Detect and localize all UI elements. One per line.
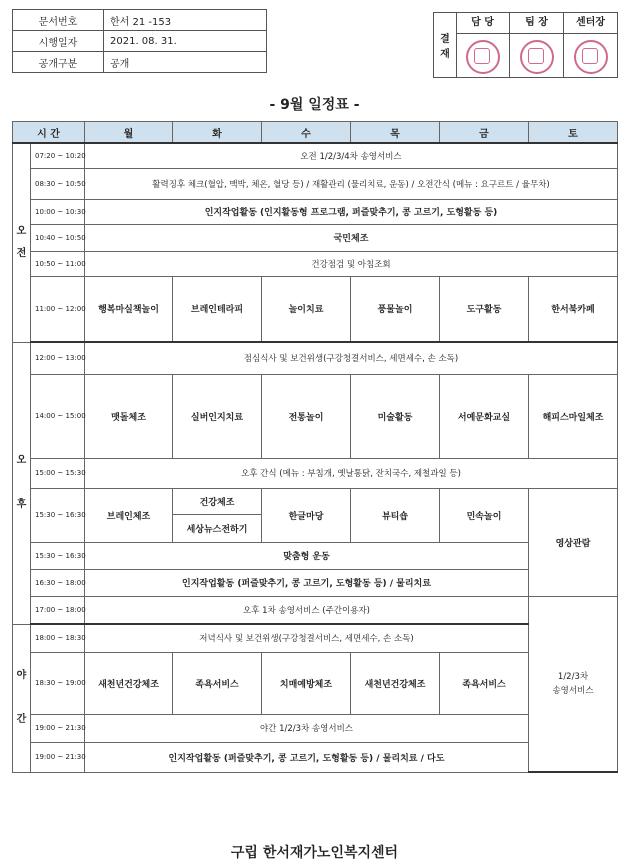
- document-meta-table: [12, 9, 267, 73]
- section-char: 야: [16, 670, 27, 681]
- activity-cell: 행복마실책놀이: [85, 276, 173, 342]
- activity-cell: 새천년건강체조: [351, 652, 440, 714]
- activity-cell: 활력징후 체크(혈압, 맥박, 체온, 혈당 등) / 재활관리 (물리치료, 운동) / 오전간식 (메뉴 : 요구르트 / 율무차): [85, 168, 618, 199]
- schedule-table: [12, 121, 618, 773]
- activity-cell: 건강점검 및 아침조회: [85, 251, 618, 276]
- header-day: 월: [85, 122, 173, 144]
- section-char: 간: [16, 714, 27, 725]
- table-row: [13, 652, 618, 714]
- activity-cell: 야간 1/2/3차 송영서비스: [85, 714, 529, 742]
- activity-cell: 치매예방체조: [262, 652, 351, 714]
- time-cell: 15:30 ~ 16:30: [31, 542, 85, 569]
- activity-cell: 한글마당: [262, 488, 351, 542]
- table-row: [13, 569, 618, 596]
- approval-box: [433, 12, 618, 78]
- header-row: [13, 122, 618, 144]
- activity-cell: 서예문화교실: [440, 374, 529, 458]
- activity-cell: 오후 1차 송영서비스 (주간이용자): [85, 596, 529, 624]
- approval-role: 담 당: [456, 13, 509, 34]
- section-char: 오: [16, 225, 27, 237]
- activity-cell: 놀이치료: [262, 276, 351, 342]
- meta-value: 한서 21 -153: [104, 10, 267, 31]
- footer-org-name: 구립 한서재가노인복지센터: [230, 845, 399, 861]
- page-title: - 9월 일정표 -: [269, 97, 360, 113]
- activity-cell: 민속놀이: [440, 488, 529, 542]
- approval-side-char: 결: [440, 34, 450, 45]
- time-cell: 08:30 ~ 10:50: [31, 168, 85, 199]
- table-row: [13, 542, 618, 569]
- table-row: [13, 714, 618, 742]
- table-row: [13, 276, 618, 342]
- time-cell: 10:50 ~ 11:00: [31, 251, 85, 276]
- time-cell: 12:00 ~ 13:00: [31, 342, 85, 374]
- seal-stamp-icon: [574, 40, 608, 74]
- activity-cell: 맞춤형 운동: [85, 542, 529, 569]
- table-row: [13, 199, 618, 224]
- activity-cell: 브레인체조: [85, 488, 173, 542]
- activity-cell: 인지작업활동 (퍼즐맞추기, 콩 고르기, 도형활동 등) / 물리치료 / 다도: [85, 742, 529, 772]
- activity-cell: 세상뉴스전하기: [173, 514, 262, 542]
- activity-cell: 족욕서비스: [173, 652, 262, 714]
- activity-cell: 도구활동: [440, 276, 529, 342]
- table-row: [13, 374, 618, 458]
- activity-cell: 건강체조: [173, 488, 262, 514]
- meta-row: [13, 52, 267, 73]
- meta-value: 공개: [104, 52, 267, 73]
- activity-cell: 인지작업활동 (퍼즐맞추기, 콩 고르기, 도형활동 등) / 물리치료: [85, 569, 529, 596]
- table-row: [13, 342, 618, 374]
- activity-cell: 저녁식사 및 보건위생(구강청결서비스, 세면세수, 손 소독): [85, 624, 529, 652]
- meta-row: [13, 31, 267, 52]
- activity-cell: 풍물놀이: [351, 276, 440, 342]
- approval-role: 센터장: [564, 13, 617, 34]
- table-row: [13, 168, 618, 199]
- table-row: [13, 596, 618, 624]
- table-row: [13, 488, 618, 514]
- header-day: 목: [351, 122, 440, 144]
- time-cell: 16:30 ~ 18:00: [31, 569, 85, 596]
- approval-col-staff: [456, 13, 510, 77]
- table-row: [13, 143, 618, 168]
- activity-cell: 새천년건강체조: [85, 652, 173, 714]
- activity-cell: 점심식사 및 보건위생(구강청결서비스, 세면세수, 손 소독): [85, 342, 618, 374]
- time-cell: 11:00 ~ 12:00: [31, 276, 85, 342]
- activity-cell: 해피스마일체조: [529, 374, 618, 458]
- header-time: 시 간: [13, 122, 85, 144]
- approval-side-char: 재: [440, 49, 450, 60]
- section-char: 오: [16, 455, 27, 466]
- header-day: 화: [173, 122, 262, 144]
- section-label-night: [13, 624, 31, 772]
- activity-cell: 족욕서비스: [440, 652, 529, 714]
- seal-stamp-icon: [466, 40, 500, 74]
- activity-cell: 브레인테라피: [173, 276, 262, 342]
- time-cell: 14:00 ~ 15:00: [31, 374, 85, 458]
- time-cell: 15:30 ~ 16:30: [31, 488, 85, 542]
- activity-cell: 미술활동: [351, 374, 440, 458]
- time-cell: 15:00 ~ 15:30: [31, 458, 85, 488]
- activity-cell: 실버인지치료: [173, 374, 262, 458]
- activity-cell: 국민체조: [85, 224, 618, 251]
- header-day: 금: [440, 122, 529, 144]
- activity-cell: 오전 1/2/3/4차 송영서비스: [85, 143, 618, 168]
- approval-role: 팀 장: [510, 13, 563, 34]
- section-label-pm: [13, 342, 31, 624]
- time-cell: 10:40 ~ 10:50: [31, 224, 85, 251]
- approval-side-label: [434, 13, 457, 77]
- activity-cell: 인지작업활동 (인지활동형 프로그램, 퍼즐맞추기, 콩 고르기, 도형활동 등): [85, 199, 618, 224]
- section-label-am: [13, 143, 31, 342]
- approval-col-director: [564, 13, 617, 77]
- table-row: [13, 224, 618, 251]
- time-cell: 18:30 ~ 19:00: [31, 652, 85, 714]
- time-cell: 18:00 ~ 18:30: [31, 624, 85, 652]
- activity-cell: 영상관람: [529, 488, 618, 596]
- meta-label: 문서번호: [13, 10, 104, 31]
- time-cell: 10:00 ~ 10:30: [31, 199, 85, 224]
- seal-stamp-icon: [520, 40, 554, 74]
- table-row: [13, 458, 618, 488]
- header-day: 토: [529, 122, 618, 144]
- time-cell: 19:00 ~ 21:30: [31, 742, 85, 772]
- approval-col-leader: [510, 13, 564, 77]
- table-row: [13, 251, 618, 276]
- activity-cell: 전통놀이: [262, 374, 351, 458]
- meta-label: 시행일자: [13, 31, 104, 52]
- activity-cell: 맷돌체조: [85, 374, 173, 458]
- activity-cell: 오후 간식 (메뉴 : 부침개, 옛날통닭, 잔치국수, 제철과일 등): [85, 458, 618, 488]
- meta-value: 2021. 08. 31.: [104, 31, 267, 52]
- meta-row: [13, 10, 267, 31]
- meta-label: 공개구분: [13, 52, 104, 73]
- time-cell: 17:00 ~ 18:00: [31, 596, 85, 624]
- time-cell: 07:20 ~ 10:20: [31, 143, 85, 168]
- header-day: 수: [262, 122, 351, 144]
- time-cell: 19:00 ~ 21:30: [31, 714, 85, 742]
- section-char: 후: [16, 499, 27, 510]
- activity-cell: 뷰티숍: [351, 488, 440, 542]
- activity-cell: 한서북카페: [529, 276, 618, 342]
- table-row: [13, 624, 618, 652]
- section-char: 전: [16, 247, 27, 259]
- activity-cell: 1/2/3차 송영서비스: [529, 596, 618, 772]
- table-row: [13, 742, 618, 772]
